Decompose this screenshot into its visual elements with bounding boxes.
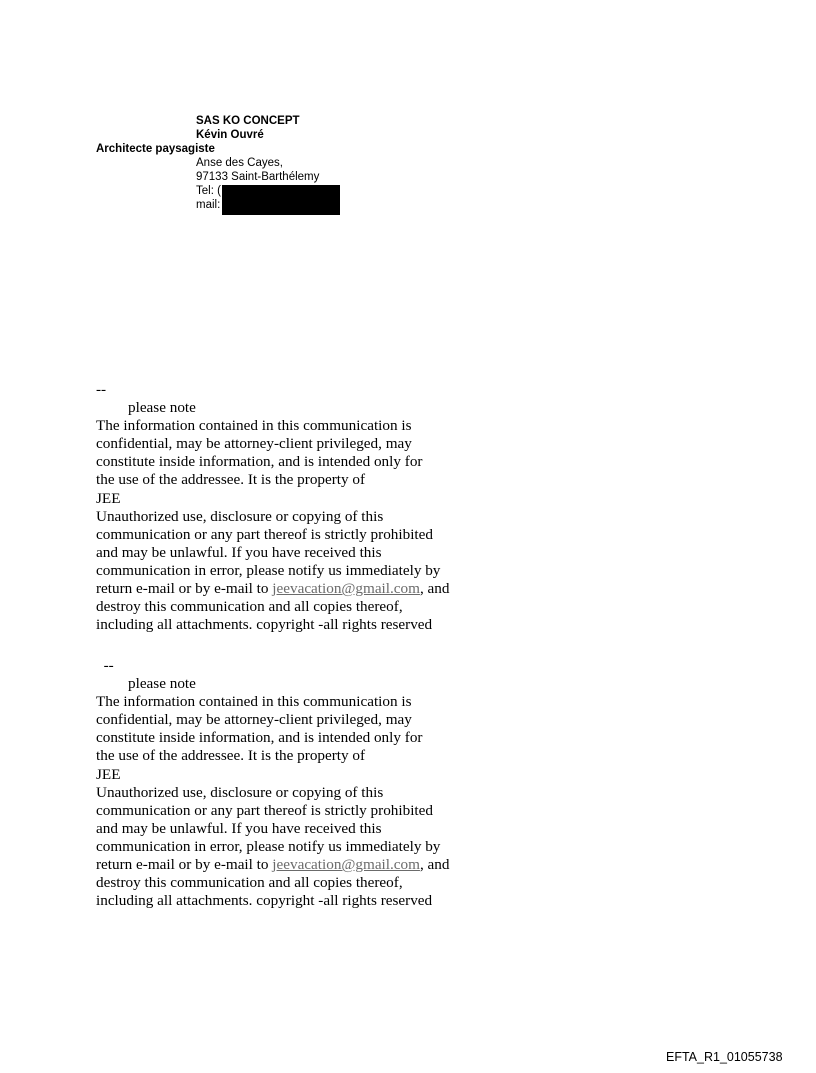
address-line-2: 97133 Saint-Barthélemy [196, 171, 320, 183]
notice-heading: please note [128, 675, 196, 693]
notice-line: The information contained in this communication is [96, 693, 412, 711]
mail-label: mail: [196, 199, 221, 211]
notice-line: including all attachments. copyright -all rights reserved [96, 892, 433, 910]
job-title: Architecte paysagiste [96, 143, 215, 155]
notice-email-line [96, 580, 536, 598]
email-suffix: , and [419, 856, 450, 874]
notice-line: communication or any part thereof is strictly prohibited [96, 525, 433, 543]
notice-line: confidential, may be attorney-client privileged, may [96, 711, 412, 729]
notice-line: the use of the addressee. It is the property of [96, 471, 366, 489]
notice-line: destroy this communication and all copies thereof, [96, 874, 403, 892]
notice-line: destroy this communication and all copies thereof, [96, 598, 403, 616]
notice-email-line [96, 856, 536, 874]
notice-line: communication or any part thereof is strictly prohibited [96, 801, 433, 819]
notice-line: and may be unlawful. If you have received this [96, 543, 382, 561]
notice-line: JEE [96, 489, 121, 507]
email-suffix: , and [419, 580, 450, 598]
separator: -- [96, 657, 114, 674]
document-id: EFTA_R1_01055738 [666, 1050, 783, 1064]
notice-line: JEE [96, 765, 121, 783]
notice-line: Unauthorized use, disclosure or copying of this [96, 783, 384, 801]
company-name: SAS KO CONCEPT [196, 115, 300, 127]
email-link[interactable]: jeevacation@gmail.com [272, 856, 420, 874]
confidentiality-notice [96, 381, 536, 634]
notice-line: communication in error, please notify us immediately by [96, 837, 441, 855]
tel-label: Tel: ( [196, 185, 221, 197]
notice-line: communication in error, please notify us immediately by [96, 561, 441, 579]
notice-line: constitute inside information, and is intended only for [96, 729, 423, 747]
email-prefix: return e-mail or by e-mail to [96, 856, 273, 874]
notice-line: and may be unlawful. If you have received this [96, 819, 382, 837]
email-prefix: return e-mail or by e-mail to [96, 580, 273, 598]
notice-line: confidential, may be attorney-client privileged, may [96, 435, 412, 453]
notice-line: including all attachments. copyright -all rights reserved [96, 616, 433, 634]
email-link[interactable]: jeevacation@gmail.com [272, 580, 420, 598]
redaction-box [222, 185, 340, 215]
person-name: Kévin Ouvré [196, 129, 264, 141]
notice-line: The information contained in this communication is [96, 417, 412, 435]
confidentiality-notice [96, 657, 536, 910]
address-line-1: Anse des Cayes, [196, 157, 283, 169]
notice-line: Unauthorized use, disclosure or copying of this [96, 507, 384, 525]
separator: -- [96, 381, 107, 398]
notice-line: constitute inside information, and is intended only for [96, 453, 423, 471]
notice-line: the use of the addressee. It is the property of [96, 747, 366, 765]
notice-heading: please note [128, 399, 196, 417]
